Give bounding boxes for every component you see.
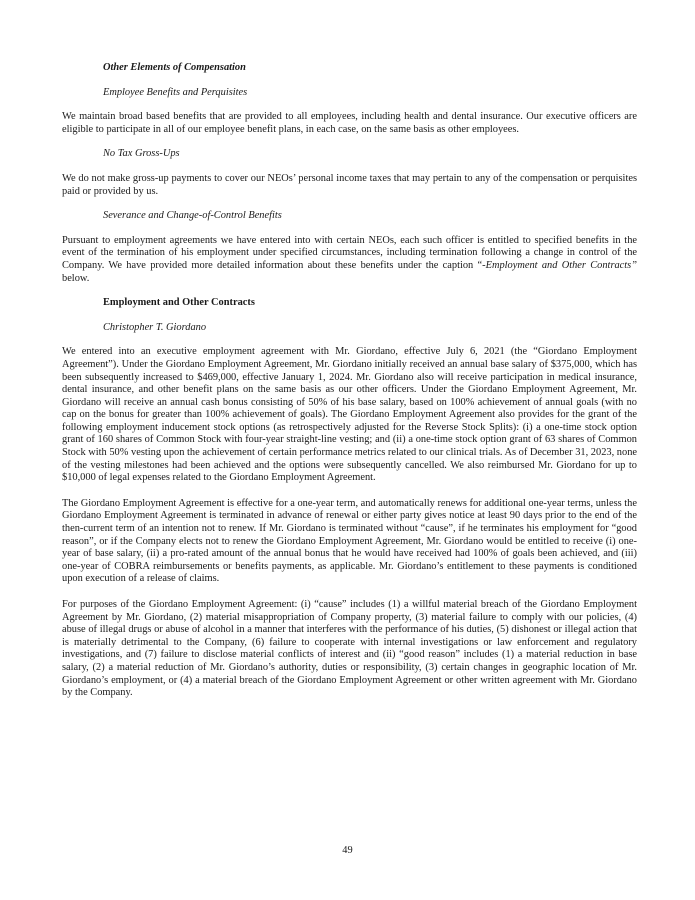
benefits-heading: Employee Benefits and Perquisites (103, 86, 248, 98)
page-number: 49 (342, 845, 353, 856)
severance-heading: Severance and Change-of-Control Benefits (103, 210, 282, 222)
other-elements-heading: Other Elements of Compensation (103, 62, 246, 73)
contracts-heading: Employment and Other Contracts (103, 297, 255, 309)
benefits-paragraph: We maintain broad based benefits that are provided to all employees, including health and dental insurance. Our executive officers are eligible to participate in all of our employee benefit plans, in each case, on the same basis as other employees. (62, 111, 637, 135)
definitions-paragraph: For purposes of the Giordano Employment Agreement: (i) “cause” includes (1) a willful material breach of the Giordano Employment Agreement by Mr. Giordano, (2) material misappropriation of Company property, (3) material failure to comply with our policies, (4) abuse of illegal drugs or abuse of alcohol in a manner that interferes with the performance of his duties, (5) dishonest or illegal action that is materially detrimental to the Company, (6) failure to cooperate with internal investigations or law enforcement and regulatory investigations, and (7) failure to disclose material conflicts of interest and (ii) “good reason” includes (1) a material reduction in base salary, (2) a material reduction of Mr. Giordano’s authority, duties or responsibility, (3) certain changes in geographic location of Mr. Giordano’s employment, or (4) a material breach of the Giordano Employment Agreement or other written agreement with Mr. Giordano by the Company. (62, 599, 637, 699)
severance-paragraph (62, 235, 637, 285)
severance-text-end: below. (62, 272, 90, 284)
person-heading: Christopher T. Giordano (103, 321, 207, 333)
document-page (62, 62, 637, 700)
agreement-paragraph: We entered into an executive employment agreement with Mr. Giordano, effective July 6, 2021 (the “Giordano Employment Agreement”). Under the Giordano Employment Agreement, Mr. Giordano initially received an annual base salary of $375,000, which has been subsequently increased to $469,000, effective January 1, 2024. Mr. Giordano also will receive participation in medical insurance, dental insurance, and other benefit plans on the same basis as our other officers. Under the Giordano Employment Agreement, Mr. Giordano will receive an annual cash bonus consisting of 50% of his base salary, based on 100% achievement of annual goals (with no cap on the bonus for greater than 100% achievement of goals). The Giordano Employment Agreement also provides for the grant of the following employment inducement stock options (as retrospectively adjusted for the Reverse Stock Splits): (i) a one-time stock option grant of 160 shares of Common Stock with four-year straight-line vesting; and (ii) a one-time stock option grant of 63 shares of Common Stock with 50% vesting upon the achievement of certain performance metrics related to our clinical trials. As of December 31, 2023, none of the vesting milestones had been achieved and the options were subsequently cancelled. We also reimbursed Mr. Giordano for up to $10,000 of legal expenses related to the Giordano Employment Agreement. (62, 346, 637, 484)
severance-text: Pursuant to employment agreements we have entered into with certain NEOs, each such officer is entitled to specified benefits in the event of the termination of his employment under specified circumstances, including termination following a change in control of the Company. We have provided more detailed information about these benefits under the caption “- (62, 234, 637, 271)
gross-up-paragraph: We do not make gross-up payments to cover our NEOs’ personal income taxes that may pertain to any of the compensation or perquisites paid or provided by us. (62, 172, 637, 197)
term-paragraph: The Giordano Employment Agreement is effective for a one-year term, and automatically renews for additional one-year terms, unless the Giordano Employment Agreement is terminated in advance of renewal or either party gives notice at least 90 days prior to the end of the then-current term of an intention not to renew. If Mr. Giordano is terminated without “cause”, if he terminates his employment for “good reason”, or if the Company elects not to renew the Giordano Employment Agreement, Mr. Giordano would be entitled to receive (i) one-year of base salary, (ii) a pro-rated amount of the annual bonus that he would have received had 100% of goals been achieved, and (iii) one-year of COBRA reimbursements or benefits payments, as applicable. Mr. Giordano’s entitlement to these payments is conditioned upon execution of a release of claims. (62, 497, 637, 585)
gross-up-heading: No Tax Gross-Ups (103, 148, 180, 160)
severance-caption: Employment and Other Contracts” (485, 259, 637, 271)
